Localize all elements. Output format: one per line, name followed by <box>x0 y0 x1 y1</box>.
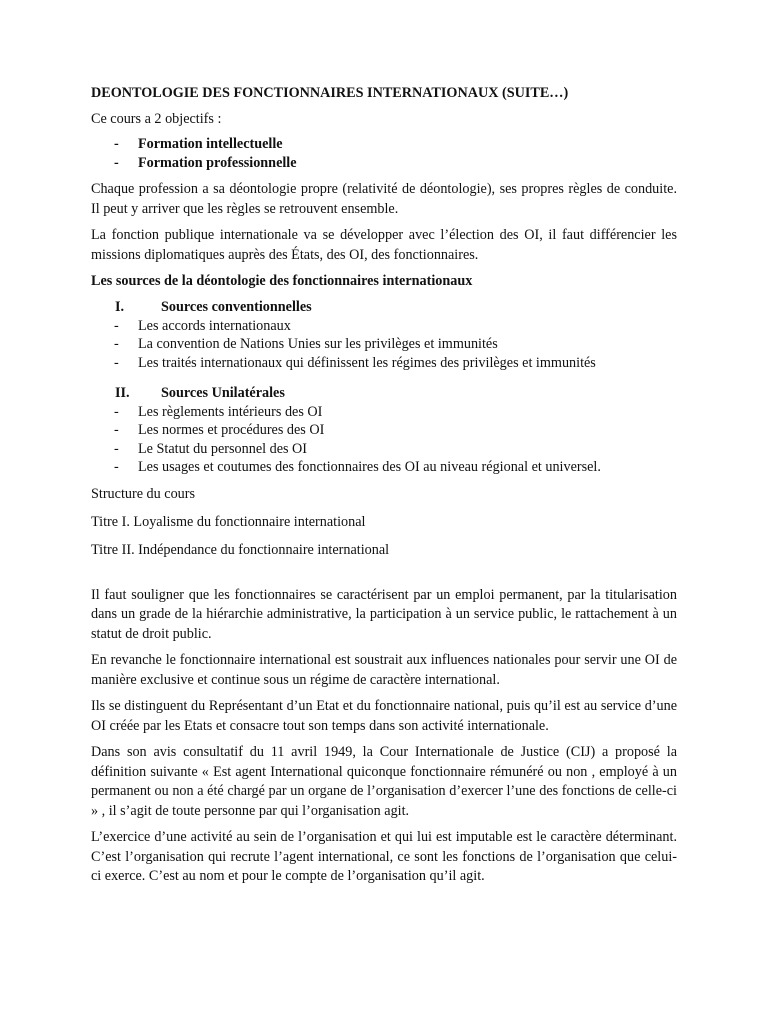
section-title: Sources Unilatérales <box>161 385 285 401</box>
list-item: - Les usages et coutumes des fonctionnaires des OI au niveau régional et universel. <box>114 459 601 475</box>
document-page <box>91 84 677 894</box>
list-item: - Les traités internationaux qui définissent les régimes des privilèges et immunités <box>114 354 596 371</box>
paragraph-public-function: La fonction publique internationale va se développer avec l’élection des OI, il faut différencier les missions diplomatiques auprès des États, des OI, des fonctionnaires. <box>91 227 677 263</box>
section-number: II. <box>115 385 130 401</box>
list-item: - Formation professionnelle <box>114 154 297 171</box>
unilateral-sources-list <box>91 403 677 477</box>
section-title: Sources conventionnelles <box>161 299 312 315</box>
list-item: - Les accords internationaux <box>114 317 291 334</box>
list-item: - Les normes et procédures des OI <box>114 422 325 438</box>
structure-titre-2: Titre II. Indépendance du fonctionnaire international <box>91 541 390 558</box>
objectives-list <box>91 135 677 172</box>
paragraph-distinction: Ils se distinguent du Représentant d’un Etat et du fonctionnaire national, puis qu’il est au service d’une OI créée par les Etats et consacre tout son temps dans son activité internationale. <box>91 698 677 734</box>
document-title: DEONTOLOGIE DES FONCTIONNAIRES INTERNATIONAUX (SUITE…) <box>91 85 569 101</box>
list-item: - Formation intellectuelle <box>114 136 283 152</box>
paragraph-deontology: Chaque profession a sa déontologie propre (relativité de déontologie), ses propres règles de conduite. Il peut y arriver que les règles se retrouvent ensemble. <box>91 181 677 217</box>
section-heading-conventional <box>91 298 677 317</box>
list-item: - Les règlements intérieurs des OI <box>114 403 323 420</box>
paragraph-international-official: En revanche le fonctionnaire international est soustrait aux influences nationales pour servir une OI de manière exclusive et continue sous un régime de caractère international. <box>91 652 677 688</box>
section-number: I. <box>115 299 125 315</box>
paragraph-icj-opinion: Dans son avis consultatif du 11 avril 1949, la Cour Internationale de Justice (CIJ) a proposé la définition suivante « Est agent International quiconque fonctionnaire rémunéré ou non , employé à un permanent ou non a été chargé par un organe de l’organisation d’exercer l’une des fonctions de celle-ci » , il s’agit de toute personne par qui l’organisation agit. <box>91 744 677 819</box>
section-heading-unilateral <box>91 384 677 403</box>
paragraph-characteristics: Il faut souligner que les fonctionnaires se caractérisent par un emploi permanent, par la titularisation dans un grade de la hiérarchie administrative, la participation à un service public, le rattachement à un statut de droit public. <box>91 586 677 642</box>
structure-heading: Structure du cours <box>91 485 196 502</box>
structure-titre-1: Titre I. Loyalisme du fonctionnaire international <box>91 513 366 530</box>
paragraph-activity: L’exercice d’une activité au sein de l’organisation et qui lui est imputable est le caractère déterminant. C’est l’organisation qui recrute l’agent international, ce sont les fonctions de l’organisation que celui-ci exerce. C’est au nom et pour le compte de l’organisation qu’il agit. <box>91 829 677 884</box>
list-item: - Le Statut du personnel des OI <box>114 440 308 457</box>
list-item: - La convention de Nations Unies sur les privilèges et immunités <box>114 336 498 352</box>
sources-heading: Les sources de la déontologie des fonctionnaires internationaux <box>91 273 473 289</box>
conventional-sources-list <box>91 317 677 373</box>
intro-text: Ce cours a 2 objectifs : <box>91 111 222 127</box>
